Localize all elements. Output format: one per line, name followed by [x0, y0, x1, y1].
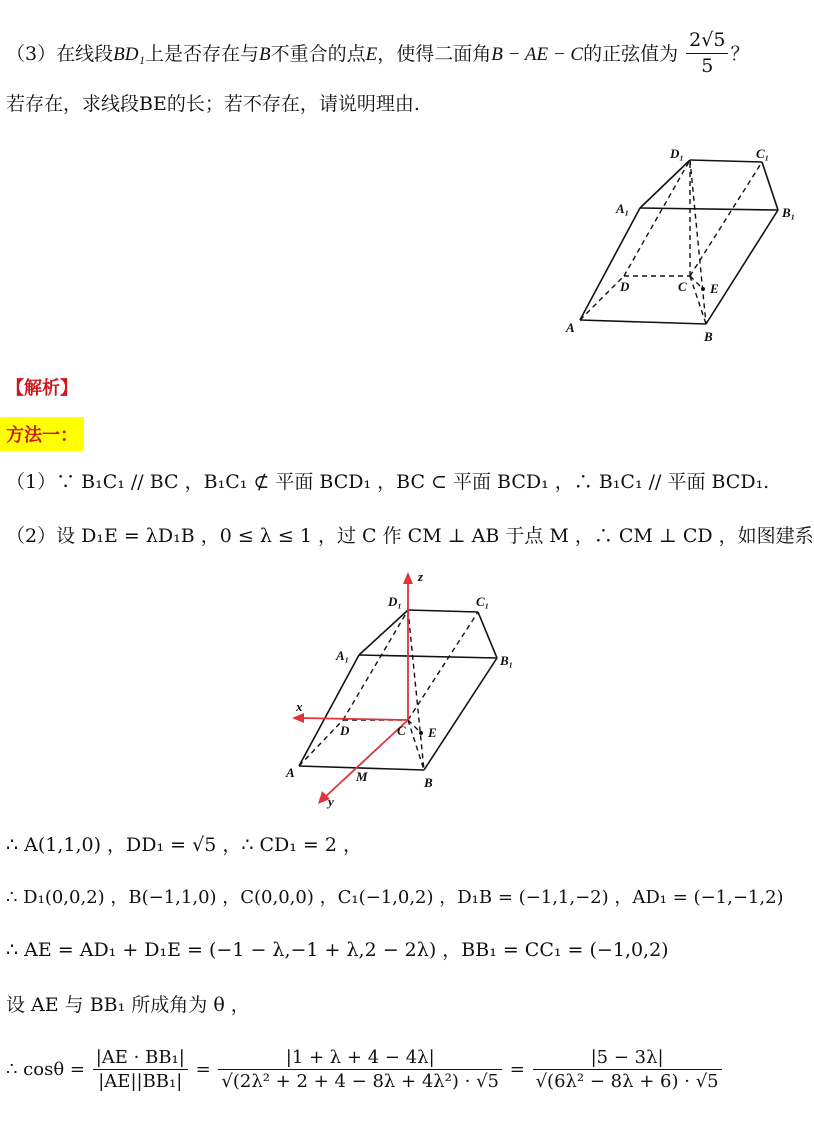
solution-header: 【解析】	[6, 378, 78, 399]
fig2-axis-y: y	[328, 794, 334, 809]
q3-fraction	[686, 28, 728, 78]
cos-fraction-2	[218, 1046, 502, 1094]
fig2-label-a1: A₁	[336, 648, 350, 663]
solution-part-2: （2）设 D₁E = λD₁B ，0 ≤ λ ≤ 1 ，过 C 作 CM ⊥ AB 于点 M ，∴ CM ⊥ CD ，如图建系	[6, 525, 814, 547]
solution-line-2: ∴ D₁(0,0,2) ，B(−1,1,0) ，C(0,0,0) ，C₁(−1,0,2) ，D₁B = (−1,1,−2) ，AD₁ = (−1,−1,2)	[6, 887, 784, 908]
cos-equals-1: =	[195, 1058, 211, 1080]
fig2-label-b: B	[424, 775, 433, 790]
fig2-label-c: C	[397, 723, 406, 738]
q3-frac-num: 2√5	[686, 28, 728, 54]
q3-mid1: 上是否存在与	[145, 43, 260, 66]
solution-line-4: 设 AE 与 BB₁ 所成角为 θ ，	[6, 994, 250, 1016]
question-3-line-2: 若存在，求线段BE的长；若不存在，请说明理由.	[6, 93, 420, 115]
fig1-label-e: E	[710, 281, 719, 296]
q3-mid2: 不重合的点	[270, 43, 366, 66]
q3-end: ？	[730, 43, 750, 66]
q3-b: B	[259, 44, 271, 66]
q3-seg: BD₁	[113, 44, 146, 66]
fig1-label-c1: C₁	[756, 146, 770, 161]
cos-f1-num: |AE · BB₁|	[93, 1046, 188, 1070]
q3-e: E	[365, 44, 378, 66]
cos-lhs: ∴ cosθ =	[6, 1058, 85, 1080]
fig2-label-e: E	[428, 725, 437, 740]
q3-prefix: （3）在线段	[6, 43, 114, 66]
fig1-label-d: D	[620, 279, 630, 294]
cos-f1-den: |AE||BB₁|	[98, 1071, 183, 1093]
cos-fraction-1	[93, 1046, 188, 1094]
q3-mid3: ，使得二面角	[377, 43, 492, 66]
fig2-label-b1: B₁	[500, 653, 514, 668]
fig2-label-m: M	[356, 769, 368, 784]
solution-line-1: ∴ A(1,1,0) ，DD₁ = √5 ，∴ CD₁ = 2 ，	[6, 834, 363, 856]
q3-frac-den: 5	[701, 54, 714, 77]
cos-f2-den: √(2λ² + 2 + 4 − 8λ + 4λ²) · √5	[221, 1071, 500, 1093]
method-one-badge: 方法一：	[0, 417, 84, 451]
fig2-axis-x: x	[296, 699, 303, 714]
cos-equals-2: =	[509, 1058, 525, 1080]
figure-1-parallelepiped	[558, 146, 796, 348]
question-3-line-1	[6, 30, 749, 80]
solution-part-1: （1）∵ B₁C₁ // BC ，B₁C₁ ⊄ 平面 BCD₁ ，BC ⊂ 平面 BCD₁ ，∴ B₁C₁ // 平面 BCD₁.	[6, 471, 770, 493]
figure-2-coordinate-system	[280, 566, 550, 816]
fig1-label-a1: A₁	[616, 201, 630, 216]
q3-angle: B − AE − C	[491, 44, 584, 66]
fig1-label-b: B	[704, 329, 713, 344]
fig2-label-d1: D₁	[388, 594, 402, 609]
fig1-label-a: A	[566, 320, 575, 335]
fig2-axis-z: z	[418, 569, 424, 584]
solution-line-3: ∴ AE = AD₁ + D₁E = (−1 − λ,−1 + λ,2 − 2λ) ，BB₁ = CC₁ = (−1,0,2)	[6, 939, 669, 961]
cos-f3-num: |5 − 3λ|	[533, 1046, 722, 1070]
cos-fraction-3	[533, 1046, 722, 1094]
fig1-label-d1: D₁	[670, 146, 684, 161]
q3-mid4: 的正弦值为	[583, 43, 679, 66]
fig2-label-c1: C₁	[476, 594, 490, 609]
fig2-label-a: A	[286, 765, 295, 780]
cos-f3-den: √(6λ² − 8λ + 6) · √5	[535, 1071, 719, 1093]
fig2-label-d: D	[340, 723, 350, 738]
fig1-label-b1: B₁	[782, 205, 796, 220]
fig1-label-c: C	[678, 279, 687, 294]
cos-theta-formula	[6, 1046, 724, 1094]
cos-f2-num: |1 + λ + 4 − 4λ|	[218, 1046, 502, 1070]
